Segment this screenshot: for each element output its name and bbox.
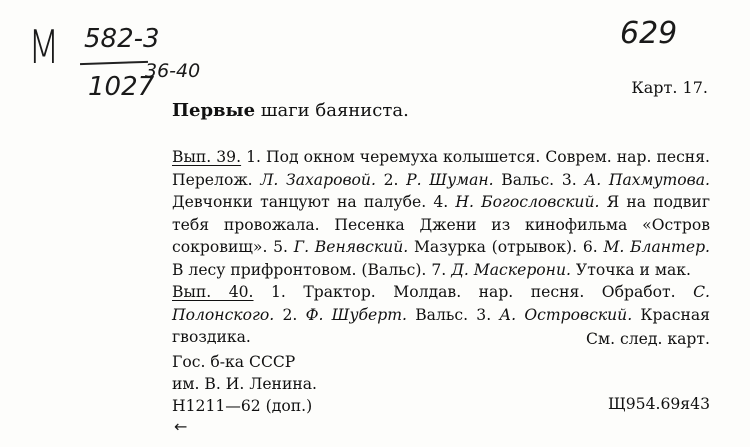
entry-text: Девчонки танцуют на палубе. 4. (172, 193, 456, 211)
handwritten-call-number-sup: 36-40 (145, 60, 201, 82)
entry-text: Я на подвиг тебя провожала. Песенка Джени из кинофильма «Остров сокровищ». 5. (172, 193, 710, 256)
entry-text: 2. (375, 170, 407, 189)
author-name: А. Пахмутова. (584, 170, 711, 189)
author-name: Г. Венявский. (293, 238, 409, 256)
author-name: Д. Маскерони. (451, 260, 571, 279)
library-stamp (172, 351, 317, 417)
see-next-card: См. след. карт. (586, 330, 710, 348)
issue-39-label: Вып. 39. (172, 148, 242, 166)
author-name: Л. Захаровой. (260, 170, 376, 189)
author-name: Н. Богословский. (455, 193, 600, 211)
card-number: Карт. 17. (631, 78, 708, 97)
issue-40-label: Вып. 40. (172, 283, 254, 301)
entry-text: Вальс. 3. (407, 305, 500, 324)
card-title (172, 100, 409, 121)
entry-text: В лесу прифронтовом. (Вальс). 7. (172, 260, 452, 279)
author-name: Ф. Шуберт. (305, 305, 407, 324)
library-line-2: им. В. И. Ленина. (172, 375, 317, 393)
handwritten-arrow-mark: ← (174, 417, 188, 436)
handwritten-corner-number: 629 (620, 16, 678, 51)
author-name: А. Островский. (499, 305, 633, 324)
entry-text: Уточка и мак. (570, 260, 691, 279)
classification-code: Щ954.69я43 (607, 395, 710, 413)
entry-text: 2. (274, 305, 306, 324)
library-line-1: Гос. б-ка СССР (172, 353, 296, 371)
library-line-3: Н1211—62 (доп.) (172, 397, 313, 415)
author-name: Р. Шуман. (406, 170, 494, 189)
handwritten-letter: М (28, 20, 60, 74)
contents-body (172, 146, 710, 349)
handwritten-fraction-line (80, 61, 148, 65)
entry-text: 1. Трактор. Молдав. нар. песня. Обработ. (253, 283, 694, 301)
title-bold: Первые (172, 100, 256, 121)
handwritten-call-number-bottom: 1027 (88, 72, 155, 102)
author-name: М. Блантер. (603, 238, 711, 256)
entry-text: 1. Под окном черемуха колышется. Соврем. нар. песня. Перелож. (172, 148, 710, 189)
entry-text: Красная гвоздика. (172, 305, 711, 346)
author-name: С. Полонского. (172, 283, 710, 324)
entry-text: Мазурка (отрывок). 6. (408, 238, 604, 256)
handwritten-call-number-top: 582-3 (84, 24, 160, 54)
title-rest: шаги баяниста. (255, 100, 409, 121)
entry-text: Вальс. 3. (493, 170, 585, 189)
